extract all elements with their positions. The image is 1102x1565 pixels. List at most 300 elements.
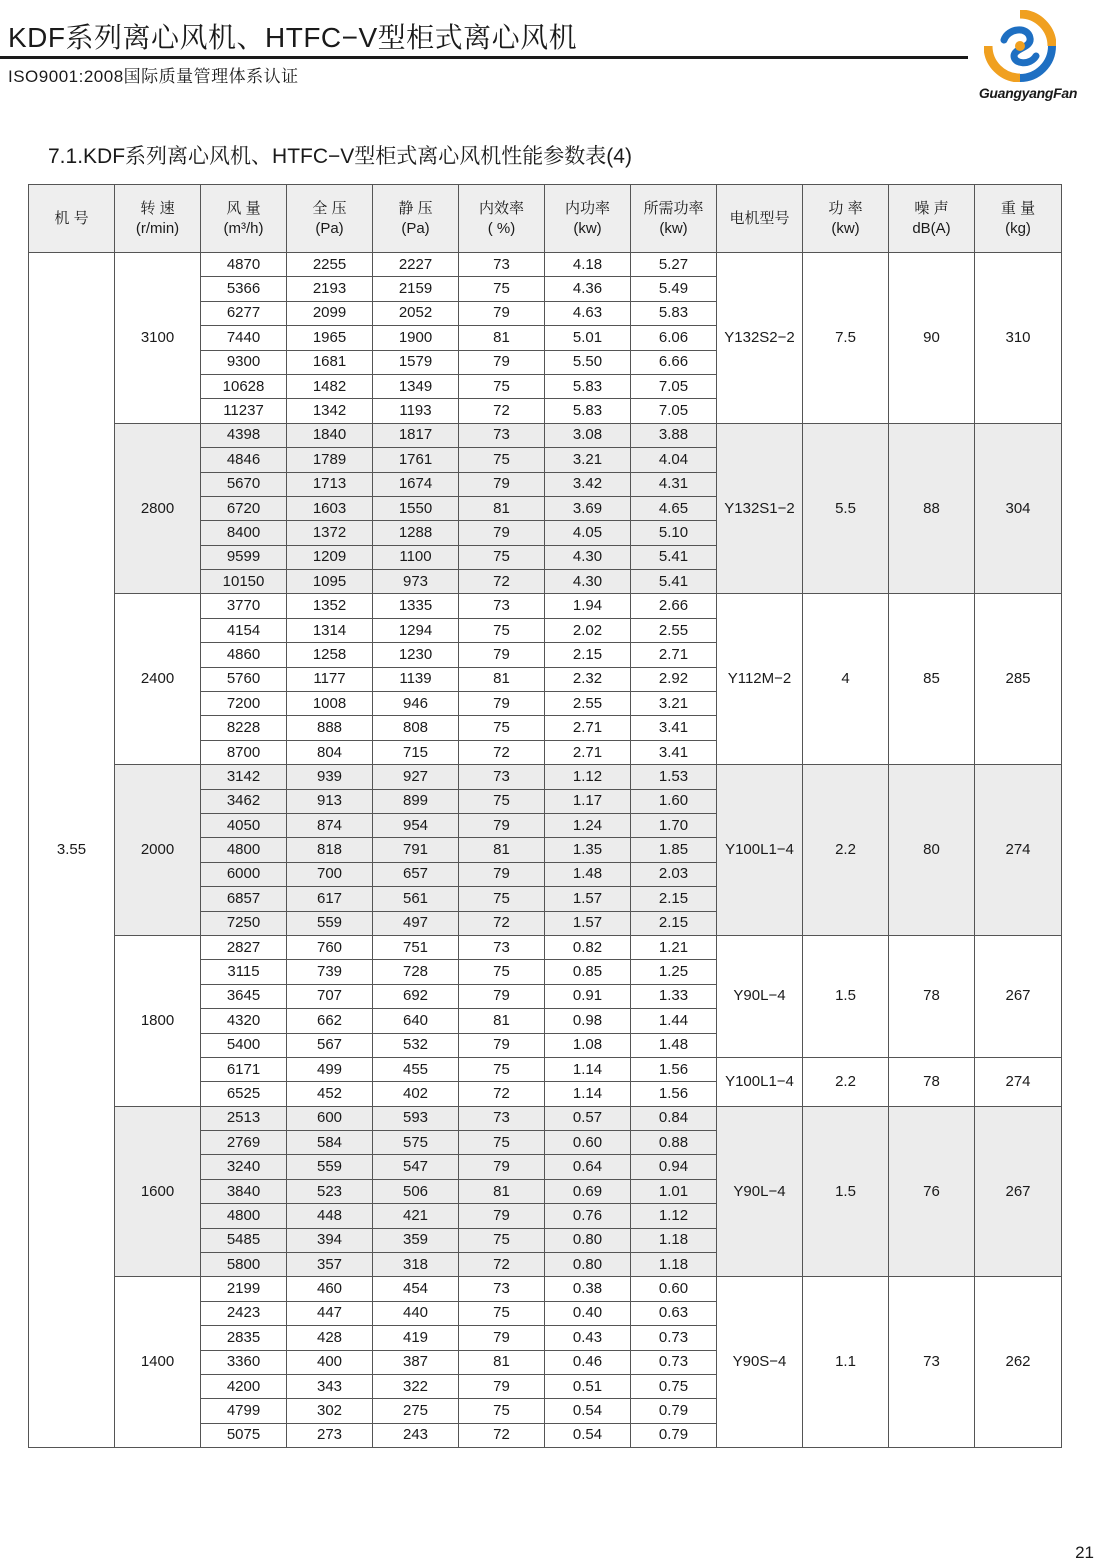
column-header — [373, 185, 459, 253]
airflow-cell: 3462 — [201, 789, 287, 813]
required-power-cell: 3.21 — [631, 692, 717, 716]
internal-power-cell: 0.64 — [545, 1155, 631, 1179]
static-pressure-cell: 402 — [373, 1082, 459, 1106]
total-pressure-cell: 804 — [287, 740, 373, 764]
total-pressure-cell: 739 — [287, 960, 373, 984]
required-power-cell: 2.15 — [631, 887, 717, 911]
internal-power-cell: 2.55 — [545, 692, 631, 716]
total-pressure-cell: 559 — [287, 911, 373, 935]
required-power-cell: 0.73 — [631, 1326, 717, 1350]
total-pressure-cell: 1008 — [287, 692, 373, 716]
total-pressure-cell: 428 — [287, 1326, 373, 1350]
static-pressure-cell: 593 — [373, 1106, 459, 1130]
column-header-unit: ( %) — [487, 219, 516, 237]
static-pressure-cell: 532 — [373, 1033, 459, 1057]
airflow-cell: 4200 — [201, 1374, 287, 1398]
efficiency-cell: 79 — [459, 472, 545, 496]
efficiency-cell: 75 — [459, 545, 545, 569]
weight-cell: 304 — [975, 423, 1062, 594]
total-pressure-cell: 760 — [287, 935, 373, 959]
required-power-cell: 2.15 — [631, 911, 717, 935]
internal-power-cell: 2.32 — [545, 667, 631, 691]
static-pressure-cell: 657 — [373, 862, 459, 886]
efficiency-cell: 72 — [459, 399, 545, 423]
motor-power-cell: 5.5 — [803, 423, 889, 594]
noise-cell: 78 — [889, 1057, 975, 1106]
airflow-cell: 5800 — [201, 1253, 287, 1277]
efficiency-cell: 73 — [459, 1277, 545, 1301]
efficiency-cell: 79 — [459, 692, 545, 716]
efficiency-cell: 79 — [459, 1155, 545, 1179]
internal-power-cell: 0.85 — [545, 960, 631, 984]
internal-power-cell: 5.83 — [545, 399, 631, 423]
efficiency-cell: 72 — [459, 911, 545, 935]
certification-subtitle: ISO9001:2008国际质量管理体系认证 — [8, 67, 299, 86]
airflow-cell: 3840 — [201, 1179, 287, 1203]
efficiency-cell: 79 — [459, 1204, 545, 1228]
required-power-cell: 5.41 — [631, 545, 717, 569]
internal-power-cell: 4.63 — [545, 301, 631, 325]
static-pressure-cell: 715 — [373, 740, 459, 764]
total-pressure-cell: 1603 — [287, 496, 373, 520]
airflow-cell: 10150 — [201, 570, 287, 594]
total-pressure-cell: 559 — [287, 1155, 373, 1179]
total-pressure-cell: 707 — [287, 984, 373, 1008]
internal-power-cell: 0.38 — [545, 1277, 631, 1301]
required-power-cell: 1.60 — [631, 789, 717, 813]
internal-power-cell: 0.60 — [545, 1131, 631, 1155]
speed-cell: 3100 — [115, 253, 201, 424]
airflow-cell: 5670 — [201, 472, 287, 496]
table-header-row — [29, 185, 1062, 253]
total-pressure-cell: 662 — [287, 1009, 373, 1033]
column-header-label: 机 号 — [54, 209, 89, 227]
internal-power-cell: 0.80 — [545, 1228, 631, 1252]
total-pressure-cell: 1177 — [287, 667, 373, 691]
total-pressure-cell: 1095 — [287, 570, 373, 594]
internal-power-cell: 0.51 — [545, 1374, 631, 1398]
efficiency-cell: 75 — [459, 789, 545, 813]
total-pressure-cell: 1258 — [287, 643, 373, 667]
required-power-cell: 3.41 — [631, 716, 717, 740]
total-pressure-cell: 1314 — [287, 618, 373, 642]
efficiency-cell: 81 — [459, 496, 545, 520]
static-pressure-cell: 1900 — [373, 326, 459, 350]
airflow-cell: 8228 — [201, 716, 287, 740]
static-pressure-cell: 946 — [373, 692, 459, 716]
airflow-cell: 8700 — [201, 740, 287, 764]
airflow-cell: 6857 — [201, 887, 287, 911]
total-pressure-cell: 447 — [287, 1301, 373, 1325]
table-row — [29, 935, 1062, 959]
logo-wordmark: GuangyangFan — [978, 85, 1078, 101]
total-pressure-cell: 273 — [287, 1423, 373, 1447]
column-header-label: 重 量 — [1000, 199, 1036, 217]
internal-power-cell: 4.36 — [545, 277, 631, 301]
total-pressure-cell: 1209 — [287, 545, 373, 569]
static-pressure-cell: 322 — [373, 1374, 459, 1398]
efficiency-cell: 73 — [459, 594, 545, 618]
motor-power-cell: 4 — [803, 594, 889, 765]
column-header — [115, 185, 201, 253]
airflow-cell: 8400 — [201, 521, 287, 545]
airflow-cell: 7250 — [201, 911, 287, 935]
table-row — [29, 423, 1062, 447]
efficiency-cell: 75 — [459, 716, 545, 740]
static-pressure-cell: 973 — [373, 570, 459, 594]
airflow-cell: 5485 — [201, 1228, 287, 1252]
total-pressure-cell: 523 — [287, 1179, 373, 1203]
required-power-cell: 3.88 — [631, 423, 717, 447]
column-header-label: 风 量 — [226, 199, 261, 217]
airflow-cell: 5366 — [201, 277, 287, 301]
static-pressure-cell: 2159 — [373, 277, 459, 301]
weight-cell: 267 — [975, 935, 1062, 1057]
motor-power-cell: 1.5 — [803, 935, 889, 1057]
required-power-cell: 1.53 — [631, 765, 717, 789]
internal-power-cell: 2.71 — [545, 716, 631, 740]
efficiency-cell: 73 — [459, 765, 545, 789]
total-pressure-cell: 394 — [287, 1228, 373, 1252]
efficiency-cell: 81 — [459, 838, 545, 862]
motor-model-cell: Y132S2−2 — [717, 253, 803, 424]
airflow-cell: 2769 — [201, 1131, 287, 1155]
efficiency-cell: 72 — [459, 1253, 545, 1277]
efficiency-cell: 75 — [459, 277, 545, 301]
required-power-cell: 5.49 — [631, 277, 717, 301]
total-pressure-cell: 1352 — [287, 594, 373, 618]
logo-swirl-icon — [984, 10, 1056, 82]
required-power-cell: 5.41 — [631, 570, 717, 594]
required-power-cell: 2.71 — [631, 643, 717, 667]
noise-cell: 88 — [889, 423, 975, 594]
internal-power-cell: 4.30 — [545, 545, 631, 569]
airflow-cell: 4050 — [201, 813, 287, 837]
header-divider — [0, 56, 968, 59]
total-pressure-cell: 939 — [287, 765, 373, 789]
required-power-cell: 7.05 — [631, 399, 717, 423]
static-pressure-cell: 899 — [373, 789, 459, 813]
total-pressure-cell: 1965 — [287, 326, 373, 350]
internal-power-cell: 1.12 — [545, 765, 631, 789]
airflow-cell: 3645 — [201, 984, 287, 1008]
airflow-cell: 6171 — [201, 1057, 287, 1081]
column-header — [717, 185, 803, 253]
total-pressure-cell: 617 — [287, 887, 373, 911]
column-header-label: 内功率 — [564, 199, 610, 217]
required-power-cell: 1.12 — [631, 1204, 717, 1228]
total-pressure-cell: 567 — [287, 1033, 373, 1057]
static-pressure-cell: 454 — [373, 1277, 459, 1301]
noise-cell: 73 — [889, 1277, 975, 1448]
static-pressure-cell: 359 — [373, 1228, 459, 1252]
noise-cell: 80 — [889, 765, 975, 936]
required-power-cell: 0.63 — [631, 1301, 717, 1325]
static-pressure-cell: 547 — [373, 1155, 459, 1179]
static-pressure-cell: 2227 — [373, 253, 459, 277]
column-header-unit: dB(A) — [912, 219, 951, 237]
static-pressure-cell: 561 — [373, 887, 459, 911]
internal-power-cell: 0.76 — [545, 1204, 631, 1228]
static-pressure-cell: 1761 — [373, 448, 459, 472]
airflow-cell: 3770 — [201, 594, 287, 618]
efficiency-cell: 79 — [459, 1374, 545, 1398]
required-power-cell: 2.03 — [631, 862, 717, 886]
internal-power-cell: 1.57 — [545, 887, 631, 911]
column-header-unit: (m³/h) — [223, 219, 264, 237]
motor-power-cell: 1.5 — [803, 1106, 889, 1277]
table-body — [29, 253, 1062, 1448]
static-pressure-cell: 1193 — [373, 399, 459, 423]
speed-cell: 1800 — [115, 935, 201, 1106]
airflow-cell: 4846 — [201, 448, 287, 472]
required-power-cell: 1.85 — [631, 838, 717, 862]
airflow-cell: 2513 — [201, 1106, 287, 1130]
airflow-cell: 3115 — [201, 960, 287, 984]
total-pressure-cell: 343 — [287, 1374, 373, 1398]
table-row — [29, 1277, 1062, 1301]
internal-power-cell: 4.05 — [545, 521, 631, 545]
required-power-cell: 3.41 — [631, 740, 717, 764]
total-pressure-cell: 499 — [287, 1057, 373, 1081]
total-pressure-cell: 452 — [287, 1082, 373, 1106]
efficiency-cell: 75 — [459, 1301, 545, 1325]
internal-power-cell: 0.98 — [545, 1009, 631, 1033]
airflow-cell: 6000 — [201, 862, 287, 886]
internal-power-cell: 5.83 — [545, 374, 631, 398]
speed-cell: 2400 — [115, 594, 201, 765]
total-pressure-cell: 584 — [287, 1131, 373, 1155]
static-pressure-cell: 2052 — [373, 301, 459, 325]
static-pressure-cell: 421 — [373, 1204, 459, 1228]
required-power-cell: 0.88 — [631, 1131, 717, 1155]
efficiency-cell: 79 — [459, 350, 545, 374]
total-pressure-cell: 1713 — [287, 472, 373, 496]
motor-power-cell: 2.2 — [803, 1057, 889, 1106]
column-header-label: 所需功率 — [643, 199, 704, 217]
column-header-unit: (kw) — [659, 219, 688, 237]
required-power-cell: 4.65 — [631, 496, 717, 520]
internal-power-cell: 0.82 — [545, 935, 631, 959]
efficiency-cell: 75 — [459, 1131, 545, 1155]
total-pressure-cell: 1681 — [287, 350, 373, 374]
required-power-cell: 1.33 — [631, 984, 717, 1008]
required-power-cell: 1.18 — [631, 1228, 717, 1252]
efficiency-cell: 75 — [459, 1057, 545, 1081]
column-header — [889, 185, 975, 253]
internal-power-cell: 5.50 — [545, 350, 631, 374]
static-pressure-cell: 275 — [373, 1399, 459, 1423]
airflow-cell: 2423 — [201, 1301, 287, 1325]
column-header — [201, 185, 287, 253]
required-power-cell: 0.84 — [631, 1106, 717, 1130]
internal-power-cell: 4.30 — [545, 570, 631, 594]
column-header — [29, 185, 115, 253]
airflow-cell: 2835 — [201, 1326, 287, 1350]
airflow-cell: 2827 — [201, 935, 287, 959]
efficiency-cell: 81 — [459, 1179, 545, 1203]
weight-cell: 267 — [975, 1106, 1062, 1277]
efficiency-cell: 79 — [459, 984, 545, 1008]
internal-power-cell: 1.14 — [545, 1057, 631, 1081]
airflow-cell: 6720 — [201, 496, 287, 520]
total-pressure-cell: 448 — [287, 1204, 373, 1228]
static-pressure-cell: 808 — [373, 716, 459, 740]
static-pressure-cell: 1288 — [373, 521, 459, 545]
required-power-cell: 1.70 — [631, 813, 717, 837]
total-pressure-cell: 1372 — [287, 521, 373, 545]
total-pressure-cell: 1789 — [287, 448, 373, 472]
table-row — [29, 765, 1062, 789]
static-pressure-cell: 243 — [373, 1423, 459, 1447]
efficiency-cell: 73 — [459, 1106, 545, 1130]
column-header — [545, 185, 631, 253]
required-power-cell: 5.27 — [631, 253, 717, 277]
column-header — [631, 185, 717, 253]
airflow-cell: 3360 — [201, 1350, 287, 1374]
column-header-label: 全 压 — [312, 199, 347, 217]
required-power-cell: 7.05 — [631, 374, 717, 398]
static-pressure-cell: 1139 — [373, 667, 459, 691]
column-header-unit: (r/min) — [135, 219, 180, 237]
static-pressure-cell: 791 — [373, 838, 459, 862]
efficiency-cell: 79 — [459, 1033, 545, 1057]
static-pressure-cell: 497 — [373, 911, 459, 935]
required-power-cell: 2.92 — [631, 667, 717, 691]
airflow-cell: 9599 — [201, 545, 287, 569]
internal-power-cell: 2.02 — [545, 618, 631, 642]
internal-power-cell: 1.57 — [545, 911, 631, 935]
motor-power-cell: 1.1 — [803, 1277, 889, 1448]
static-pressure-cell: 440 — [373, 1301, 459, 1325]
page-number: 21 — [1075, 1543, 1094, 1562]
column-header — [803, 185, 889, 253]
required-power-cell: 0.79 — [631, 1399, 717, 1423]
document-title: KDF系列离心风机、HTFC−V型柜式离心风机 — [8, 22, 578, 53]
column-header-label: 电机型号 — [729, 209, 790, 227]
required-power-cell: 1.56 — [631, 1057, 717, 1081]
total-pressure-cell: 874 — [287, 813, 373, 837]
internal-power-cell: 1.94 — [545, 594, 631, 618]
airflow-cell: 4320 — [201, 1009, 287, 1033]
internal-power-cell: 1.48 — [545, 862, 631, 886]
efficiency-cell: 81 — [459, 1009, 545, 1033]
efficiency-cell: 81 — [459, 667, 545, 691]
efficiency-cell: 79 — [459, 521, 545, 545]
speed-cell: 1600 — [115, 1106, 201, 1277]
required-power-cell: 0.60 — [631, 1277, 717, 1301]
motor-model-cell: Y90L−4 — [717, 1106, 803, 1277]
airflow-cell: 6525 — [201, 1082, 287, 1106]
total-pressure-cell: 2255 — [287, 253, 373, 277]
efficiency-cell: 75 — [459, 618, 545, 642]
internal-power-cell: 0.69 — [545, 1179, 631, 1203]
total-pressure-cell: 700 — [287, 862, 373, 886]
required-power-cell: 6.06 — [631, 326, 717, 350]
weight-cell: 274 — [975, 1057, 1062, 1106]
noise-cell: 90 — [889, 253, 975, 424]
performance-table — [28, 184, 1062, 1448]
efficiency-cell: 75 — [459, 1399, 545, 1423]
internal-power-cell: 0.54 — [545, 1399, 631, 1423]
weight-cell: 274 — [975, 765, 1062, 936]
required-power-cell: 5.83 — [631, 301, 717, 325]
total-pressure-cell: 1342 — [287, 399, 373, 423]
required-power-cell: 4.31 — [631, 472, 717, 496]
column-header-label: 内效率 — [478, 199, 524, 217]
static-pressure-cell: 1230 — [373, 643, 459, 667]
column-header — [459, 185, 545, 253]
airflow-cell: 4860 — [201, 643, 287, 667]
internal-power-cell: 2.15 — [545, 643, 631, 667]
internal-power-cell: 3.21 — [545, 448, 631, 472]
static-pressure-cell: 1349 — [373, 374, 459, 398]
static-pressure-cell: 1817 — [373, 423, 459, 447]
weight-cell: 262 — [975, 1277, 1062, 1448]
airflow-cell: 3142 — [201, 765, 287, 789]
total-pressure-cell: 913 — [287, 789, 373, 813]
static-pressure-cell: 1674 — [373, 472, 459, 496]
internal-power-cell: 0.40 — [545, 1301, 631, 1325]
internal-power-cell: 1.08 — [545, 1033, 631, 1057]
required-power-cell: 5.10 — [631, 521, 717, 545]
total-pressure-cell: 357 — [287, 1253, 373, 1277]
column-header-label: 转 速 — [140, 199, 175, 217]
internal-power-cell: 0.46 — [545, 1350, 631, 1374]
motor-model-cell: Y90L−4 — [717, 935, 803, 1057]
internal-power-cell: 4.18 — [545, 253, 631, 277]
static-pressure-cell: 692 — [373, 984, 459, 1008]
airflow-cell: 2199 — [201, 1277, 287, 1301]
machine-number-cell: 3.55 — [29, 253, 115, 1448]
column-header-label: 功 率 — [828, 199, 863, 217]
motor-model-cell: Y112M−2 — [717, 594, 803, 765]
static-pressure-cell: 927 — [373, 765, 459, 789]
total-pressure-cell: 1482 — [287, 374, 373, 398]
required-power-cell: 1.44 — [631, 1009, 717, 1033]
weight-cell: 310 — [975, 253, 1062, 424]
airflow-cell: 6277 — [201, 301, 287, 325]
table-row — [29, 253, 1062, 277]
required-power-cell: 1.48 — [631, 1033, 717, 1057]
required-power-cell: 0.75 — [631, 1374, 717, 1398]
airflow-cell: 11237 — [201, 399, 287, 423]
motor-power-cell: 7.5 — [803, 253, 889, 424]
motor-model-cell: Y132S1−2 — [717, 423, 803, 594]
required-power-cell: 4.04 — [631, 448, 717, 472]
noise-cell: 76 — [889, 1106, 975, 1277]
section-title: 7.1.KDF系列离心风机、HTFC−V型柜式离心风机性能参数表(4) — [48, 145, 632, 168]
company-logo — [970, 10, 1090, 105]
column-header-label: 噪 声 — [914, 199, 949, 217]
column-header-label: 静 压 — [398, 199, 433, 217]
motor-model-cell: Y100L1−4 — [717, 765, 803, 936]
internal-power-cell: 2.71 — [545, 740, 631, 764]
efficiency-cell: 75 — [459, 1228, 545, 1252]
required-power-cell: 1.25 — [631, 960, 717, 984]
static-pressure-cell: 387 — [373, 1350, 459, 1374]
total-pressure-cell: 818 — [287, 838, 373, 862]
efficiency-cell: 72 — [459, 740, 545, 764]
internal-power-cell: 0.54 — [545, 1423, 631, 1447]
efficiency-cell: 72 — [459, 1423, 545, 1447]
speed-cell: 2000 — [115, 765, 201, 936]
airflow-cell: 4799 — [201, 1399, 287, 1423]
total-pressure-cell: 888 — [287, 716, 373, 740]
airflow-cell: 4800 — [201, 838, 287, 862]
internal-power-cell: 1.35 — [545, 838, 631, 862]
motor-model-cell: Y90S−4 — [717, 1277, 803, 1448]
